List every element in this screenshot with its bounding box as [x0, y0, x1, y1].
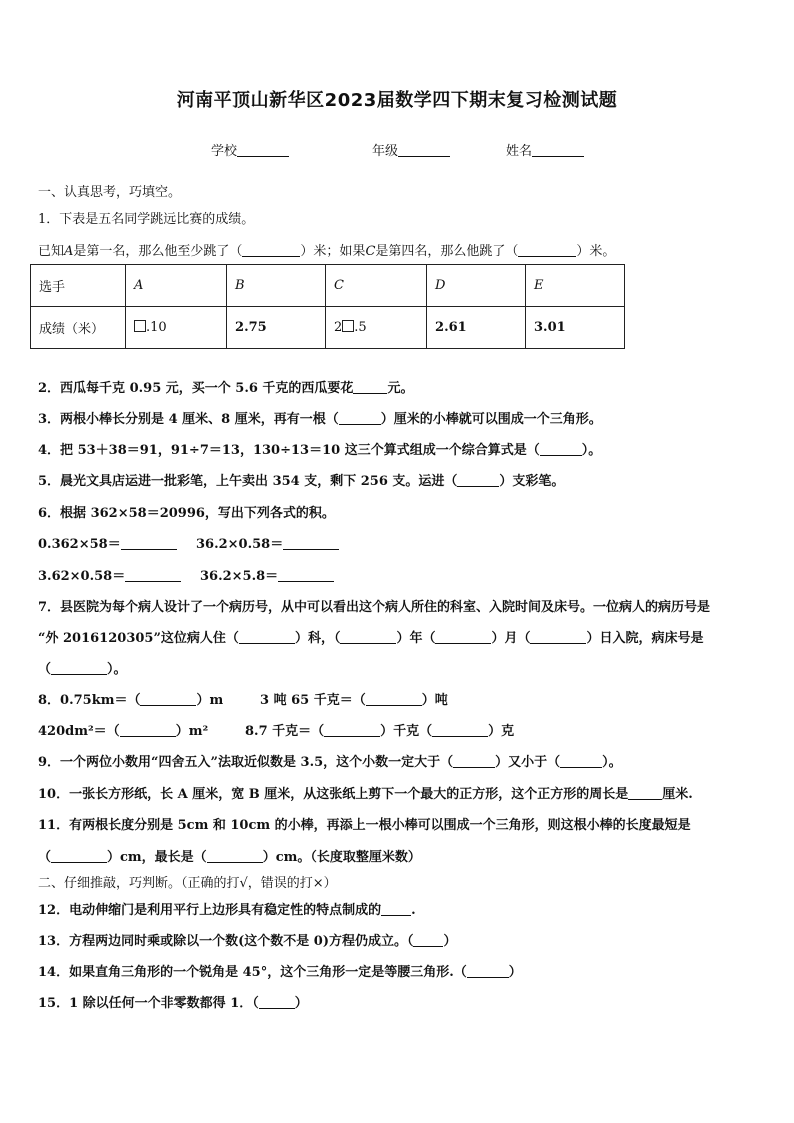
player-b: B: [227, 265, 326, 307]
q6-blank-4[interactable]: [278, 569, 334, 582]
score-d: 2.61: [427, 307, 526, 349]
q8-blank-2[interactable]: [366, 693, 422, 706]
q6-expr-2: 36.2×0.58＝: [196, 533, 339, 552]
q6-blank-2[interactable]: [283, 537, 339, 550]
section1-heading: 一、认真思考，巧填空。: [38, 185, 182, 200]
q10-blank[interactable]: [628, 787, 662, 800]
player-e: E: [526, 265, 625, 307]
q1-blank-2[interactable]: [518, 244, 576, 257]
q4: 4．把 53＋38＝91，91÷7＝13，130÷13＝10 这三个算式组成一个综合算式是（ ）。: [38, 443, 602, 458]
player-d: D: [427, 265, 526, 307]
q8-blank-1[interactable]: [140, 693, 196, 706]
missing-digit-box[interactable]: [342, 320, 354, 332]
q9-blank-2[interactable]: [560, 755, 602, 768]
school-field[interactable]: [211, 140, 289, 159]
school-label: 学校: [211, 144, 238, 159]
player-a: A: [126, 265, 227, 307]
var-a: A: [64, 244, 74, 259]
grade-blank[interactable]: [398, 143, 450, 157]
q11-line-2: （ ）cm，最长是（ ）cm。（长度取整厘米数）: [38, 850, 421, 865]
player-c: C: [326, 265, 427, 307]
q5-blank[interactable]: [457, 474, 499, 487]
q1-stem: 1．下表是五名同学跳远比赛的成绩。: [38, 212, 255, 227]
q6-expr-3: 3.62×0.58＝: [38, 565, 181, 584]
name-blank[interactable]: [532, 143, 584, 157]
q6-blank-3[interactable]: [125, 569, 181, 582]
q1-question: 已知A是第一名，那么他至少跳了（ ）米；如果C是第四名，那么他跳了（ ）米。: [38, 244, 616, 259]
q12-blank[interactable]: [381, 903, 411, 916]
q8-d: 8.7 千克＝（ ）千克（ ）克: [245, 724, 515, 739]
q4-blank[interactable]: [540, 443, 582, 456]
q12: 12．电动伸缩门是利用平行上边形具有稳定性的特点制成的 .: [38, 903, 416, 918]
q7-blank-2[interactable]: [340, 631, 396, 644]
page-title: 河南平顶山新华区2023届数学四下期末复习检测试题: [176, 90, 618, 111]
q7-blank-1[interactable]: [239, 631, 295, 644]
q7-line-1: 7．县医院为每个病人设计了一个病历号，从中可以看出这个病人所住的科室、入院时间及床号。一位病人的病历号是: [38, 600, 711, 615]
q11-line-1: 11．有两根长度分别是 5cm 和 10cm 的小棒，再添上一根小棒可以围成一个三角形，则这根小棒的长度最短是: [38, 818, 691, 833]
q2-blank[interactable]: [353, 381, 387, 394]
q7-blank-4[interactable]: [530, 631, 586, 644]
q8-b: 3 吨 65 千克＝（ ）吨: [260, 693, 448, 708]
table-row: [31, 307, 625, 349]
q9: 9．一个两位小数用“四舍五入”法取近似数是 3.5，这个小数一定大于（ ）又小于（ ）。: [38, 755, 622, 770]
q15: 15．1 除以任何一个非零数都得 1．（ ）: [38, 996, 308, 1011]
q8-a: 8．0.75km＝（ ）m: [38, 693, 224, 708]
table-row: [31, 265, 625, 307]
score-b: 2.75: [227, 307, 326, 349]
q13: 13．方程两边同时乘或除以一个数(这个数不是 0)方程仍成立。（ ）: [38, 934, 457, 949]
q8-c: 420dm²＝（ ）m²: [38, 724, 209, 739]
q11-blank-2[interactable]: [207, 850, 263, 863]
q14: 14．如果直角三角形的一个锐角是 45°，这个三角形一定是等腰三角形.（ ）: [38, 965, 522, 980]
q6-expr-1: 0.362×58＝: [38, 533, 177, 552]
score-c: 2 .5: [326, 307, 427, 349]
q5: 5．晨光文具店运进一批彩笔，上午卖出 354 支，剩下 256 支。运进（ ）支彩笔。: [38, 474, 565, 489]
score-table: [30, 264, 625, 349]
q7-blank-5[interactable]: [51, 662, 107, 675]
var-c: C: [365, 244, 376, 259]
q1-blank-1[interactable]: [242, 244, 300, 257]
grade-label: 年级: [372, 144, 399, 159]
q3-blank[interactable]: [339, 412, 381, 425]
q6-expr-4: 36.2×5.8＝: [200, 565, 334, 584]
q10: 10．一张长方形纸，长 A 厘米，宽 B 厘米，从这张纸上剪下一个最大的正方形，这个正方形的周长是 厘米.: [38, 787, 693, 802]
q11-blank-1[interactable]: [51, 850, 107, 863]
score-a: .10: [126, 307, 227, 349]
q6-blank-1[interactable]: [121, 537, 177, 550]
q14-blank[interactable]: [467, 965, 509, 978]
grade-field[interactable]: [372, 140, 450, 159]
q6-stem: 6．根据 362×58＝20996，写出下列各式的积。: [38, 506, 335, 521]
q9-blank-1[interactable]: [453, 755, 495, 768]
name-field[interactable]: [506, 140, 584, 159]
q2: 2．西瓜每千克 0.95 元，买一个 5.6 千克的西瓜要花 元。: [38, 381, 414, 396]
q3: 3．两根小棒长分别是 4 厘米、8 厘米，再有一根（ ）厘米的小棒就可以围成一个三角形。: [38, 412, 602, 427]
missing-digit-box[interactable]: [134, 320, 146, 332]
section2-heading: 二、仔细推敲，巧判断。（正确的打√，错误的打×）: [38, 876, 337, 891]
q8-blank-3[interactable]: [120, 724, 176, 737]
row-label-player: 选手: [31, 265, 126, 307]
q15-blank[interactable]: [259, 996, 295, 1009]
q7-line-3: （ ）。: [38, 662, 127, 677]
school-blank[interactable]: [237, 143, 289, 157]
score-e: 3.01: [526, 307, 625, 349]
q8-blank-5[interactable]: [432, 724, 488, 737]
q8-blank-4[interactable]: [324, 724, 380, 737]
q13-blank[interactable]: [413, 934, 443, 947]
row-label-score: 成绩（米）: [31, 307, 126, 349]
q7-blank-3[interactable]: [435, 631, 491, 644]
q7-line-2: “外 2016120305”这位病人住（ ）科，（ ）年（ ）月（ ）日入院，病床号是: [38, 631, 704, 646]
name-label: 姓名: [506, 144, 533, 159]
